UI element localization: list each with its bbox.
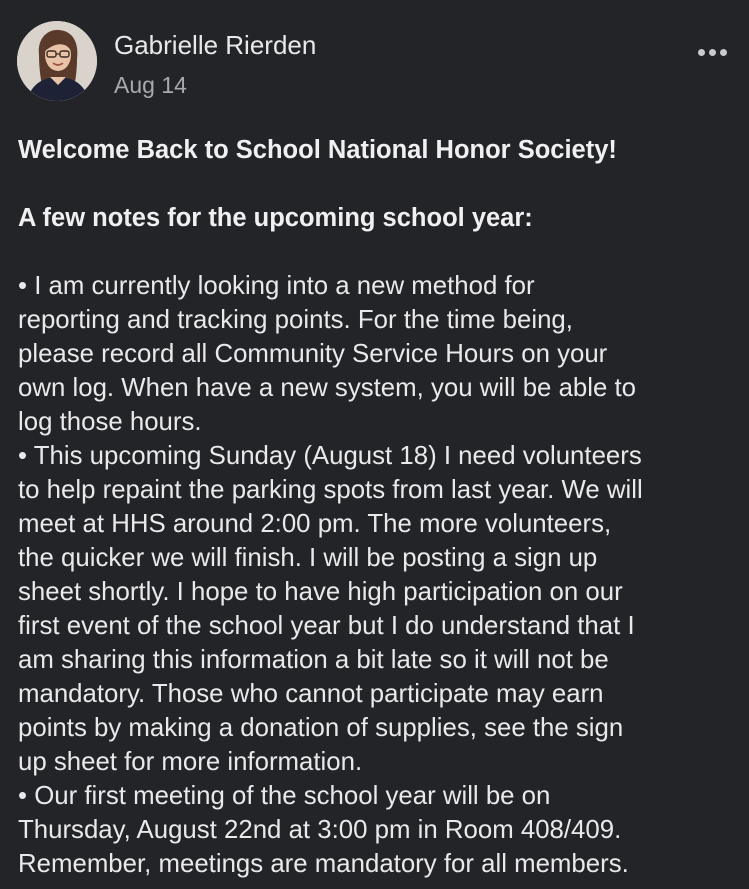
avatar[interactable] (17, 21, 97, 101)
post-line: please record all Community Service Hours on your (18, 340, 608, 368)
post-line: points by making a donation of supplies, see the sign (18, 714, 624, 742)
more-options-button[interactable] (692, 37, 732, 67)
post-line: • This upcoming Sunday (August 18) I need volunteers (18, 442, 642, 470)
post-line: own log. When have a new system, you will be able to (18, 374, 637, 402)
post-line: Thursday, August 22nd at 3:00 pm in Room 408/409. (18, 816, 622, 844)
avatar-image (17, 21, 97, 101)
post-line: to help repaint the parking spots from last year. We will (18, 476, 643, 504)
post-body (18, 133, 743, 881)
more-options-icon (720, 49, 727, 56)
post-heading-notes: A few notes for the upcoming school year: (18, 204, 533, 232)
post-date[interactable]: Aug 14 (114, 72, 187, 98)
post-line: mandatory. Those who cannot participate may earn (18, 680, 604, 708)
post-line: Remember, meetings are mandatory for all members. (18, 850, 629, 878)
post-line: first event of the school year but I do understand that I (18, 612, 635, 640)
post-line: sheet shortly. I hope to have high participation on our (18, 578, 623, 606)
more-options-icon (709, 49, 716, 56)
post-line: • Our first meeting of the school year will be on (18, 782, 551, 810)
post-header (17, 21, 732, 101)
post-line: the quicker we will finish. I will be posting a sign up (18, 544, 598, 572)
post-notes (18, 269, 743, 881)
author-name[interactable]: Gabrielle Rierden (114, 30, 317, 60)
post-line: reporting and tracking points. For the time being, (18, 306, 573, 334)
post-line: up sheet for more information. (18, 748, 363, 776)
post-line: am sharing this information a bit late so it will not be (18, 646, 609, 674)
post-heading-welcome: Welcome Back to School National Honor Society! (18, 136, 617, 164)
post-line: meet at HHS around 2:00 pm. The more volunteers, (18, 510, 612, 538)
post-line: log those hours. (18, 408, 202, 436)
more-options-icon (698, 49, 705, 56)
post-line: • I am currently looking into a new method for (18, 272, 535, 300)
